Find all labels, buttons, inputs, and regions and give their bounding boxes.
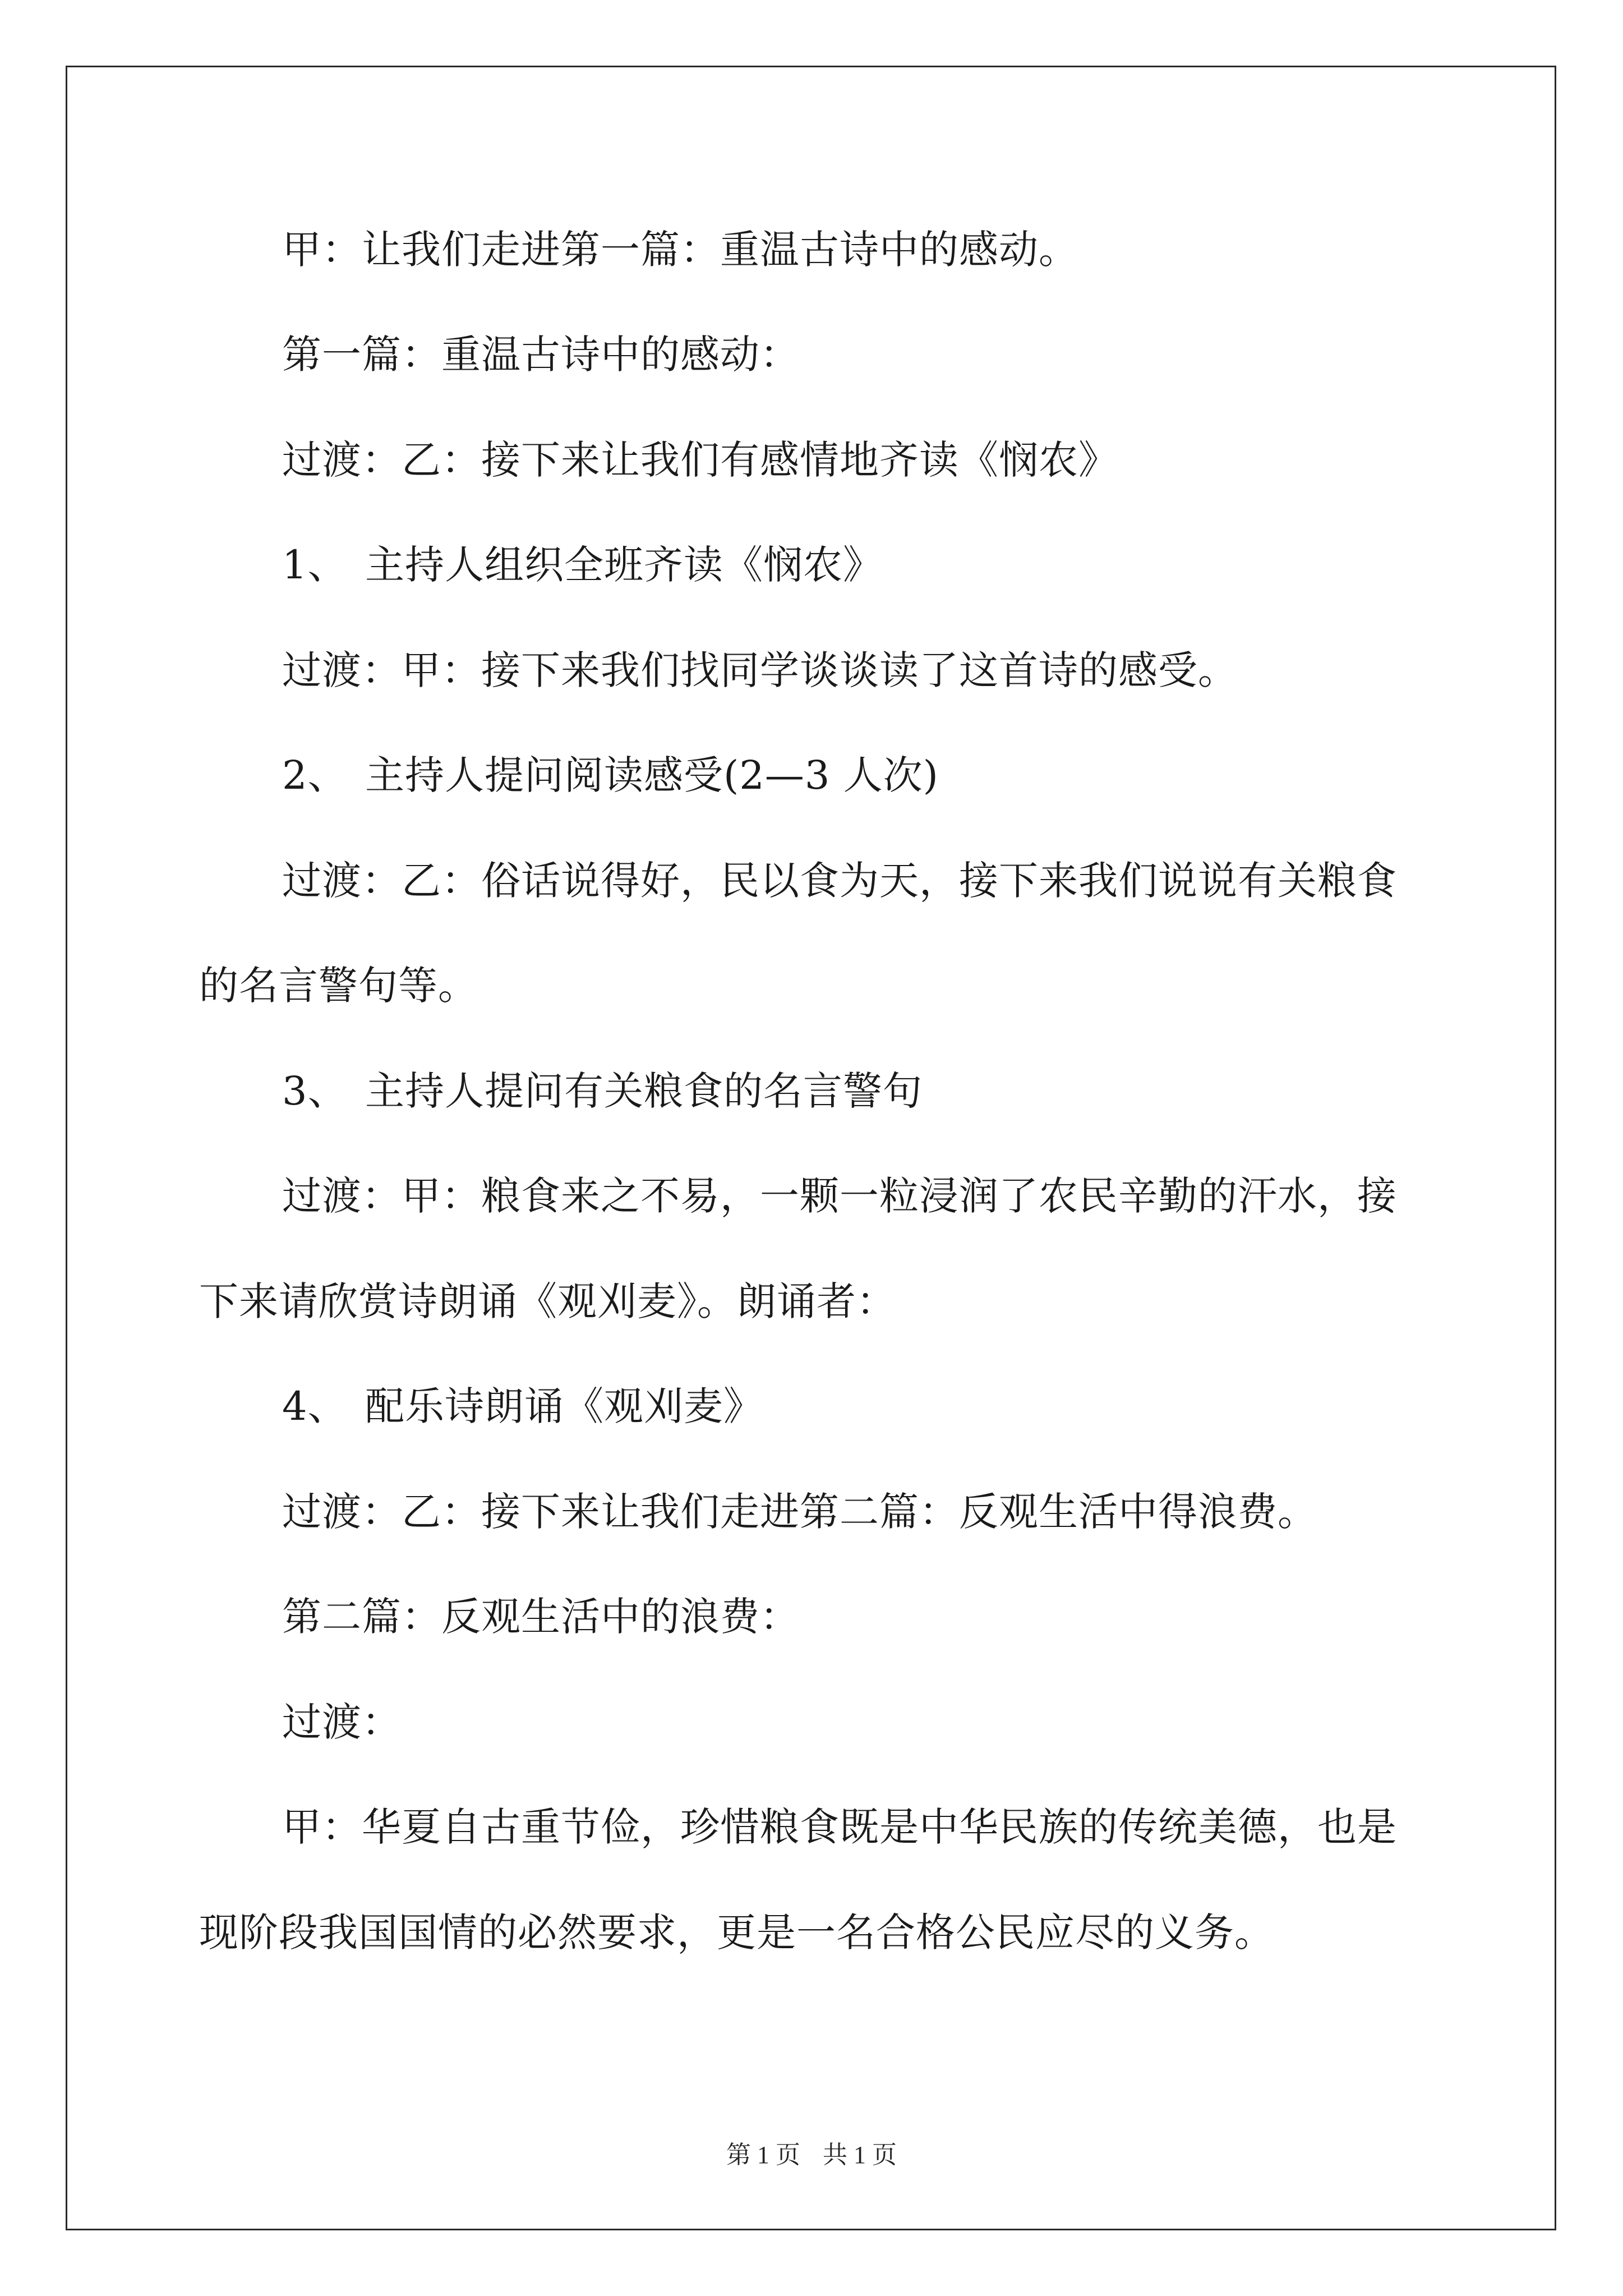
list-item-text: 配乐诗朗诵《观刈麦》	[365, 1383, 763, 1429]
list-item	[282, 1383, 763, 1429]
list-item-text: 主持人提问有关粮食的名言警句	[365, 1068, 923, 1114]
paragraph-continuation: 现阶段我国国情的必然要求，更是一名合格公民应尽的义务。	[199, 1910, 1274, 1955]
page-border	[66, 66, 1556, 2230]
paragraph: 过渡：乙：俗话说得好，民以食为天，接下来我们说说有关粮食	[282, 858, 1397, 904]
paragraph: 甲：华夏自古重节俭，珍惜粮食既是中华民族的传统美德，也是	[282, 1804, 1397, 1850]
paragraph: 过渡：乙：接下来让我们有感情地齐读《悯农》	[282, 437, 1118, 483]
paragraph: 过渡：甲：接下来我们找同学谈谈读了这首诗的感受。	[282, 647, 1238, 693]
page-total: 共 1 页	[823, 2141, 897, 2169]
list-number: 3、	[282, 1068, 348, 1114]
list-number: 2、	[282, 752, 348, 798]
list-item-text: 主持人提问阅读感受(2—3 人次)	[365, 752, 939, 798]
paragraph: 过渡：	[282, 1699, 402, 1745]
paragraph-continuation: 下来请欣赏诗朗诵《观刈麦》。朗诵者：	[199, 1278, 896, 1324]
list-item	[282, 1068, 923, 1114]
page-footer	[0, 2134, 1623, 2170]
paragraph: 过渡：甲：粮食来之不易，一颗一粒浸润了农民辛勤的汗水，接	[282, 1173, 1397, 1219]
section-heading: 第二篇：反观生活中的浪费：	[282, 1594, 800, 1640]
section-heading: 第一篇：重温古诗中的感动：	[282, 332, 800, 378]
list-item-text: 主持人组织全班齐读《悯农》	[365, 542, 883, 588]
list-number: 4、	[282, 1383, 348, 1429]
paragraph-continuation: 的名言警句等。	[199, 963, 478, 1009]
page-number: 第 1 页	[726, 2141, 800, 2169]
list-item	[282, 542, 883, 588]
list-number: 1、	[282, 542, 348, 588]
paragraph: 甲：让我们走进第一篇：重温古诗中的感动。	[282, 227, 1078, 273]
paragraph: 过渡：乙：接下来让我们走进第二篇：反观生活中得浪费。	[282, 1489, 1317, 1535]
list-item	[282, 752, 939, 798]
